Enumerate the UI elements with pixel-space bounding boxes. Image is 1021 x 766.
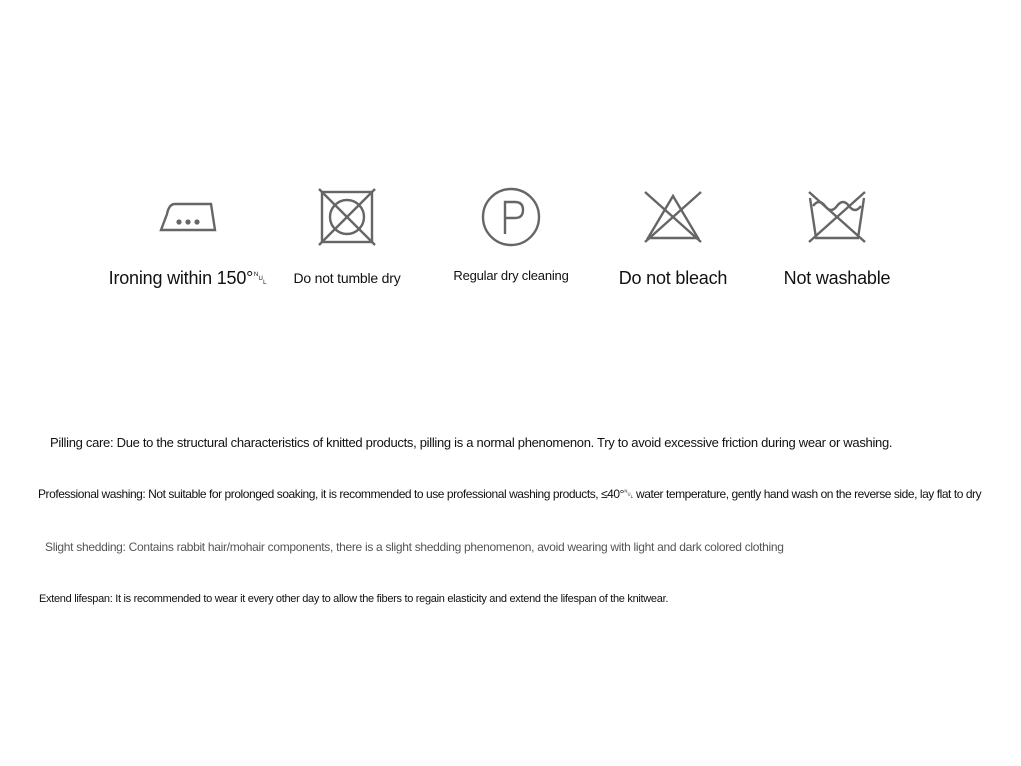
- dry-clean-p-icon: [478, 184, 544, 250]
- do-not-wash-icon: [804, 184, 870, 250]
- care-symbols-row: [0, 0, 1021, 330]
- care-symbol-label: Do not bleach: [618, 268, 728, 288]
- care-symbol-label: Not washable: [783, 268, 891, 288]
- note-slight-shedding: Slight shedding: Contains rabbit hair/mohair components, there is a slight shedding phenomenon, avoid wearing with light and dark colored clothing: [45, 540, 784, 554]
- do-not-bleach-icon: [640, 184, 706, 250]
- note-pilling-care: Pilling care: Due to the structural characteristics of knitted products, pilling is a normal phenomenon. Try to avoid excessive friction during wear or washing.: [50, 435, 893, 450]
- care-symbol-dry-cleaning: [426, 184, 596, 304]
- do-not-tumble-dry-icon: [314, 184, 380, 250]
- note-extend-lifespan: Extend lifespan: It is recommended to wear it every other day to allow the fibers to regain elasticity and extend the lifespan of the knitwear.: [39, 593, 669, 605]
- care-symbol-label: Regular dry cleaning: [453, 268, 569, 283]
- care-symbol-bleach: [588, 184, 758, 304]
- care-symbol-label: Ironing within 150°␀: [108, 268, 268, 288]
- care-symbol-tumble-dry: [262, 184, 432, 304]
- iron-icon: [155, 184, 221, 250]
- care-symbol-label: Do not tumble dry: [293, 270, 401, 286]
- care-symbol-ironing: [103, 184, 273, 304]
- care-symbol-washing: [752, 184, 922, 304]
- note-professional-washing: Professional washing: Not suitable for prolonged soaking, it is recommended to use professional washing products, ≤40°␀ water temperature, gently hand wash on the reverse side, lay flat to dry: [38, 487, 982, 501]
